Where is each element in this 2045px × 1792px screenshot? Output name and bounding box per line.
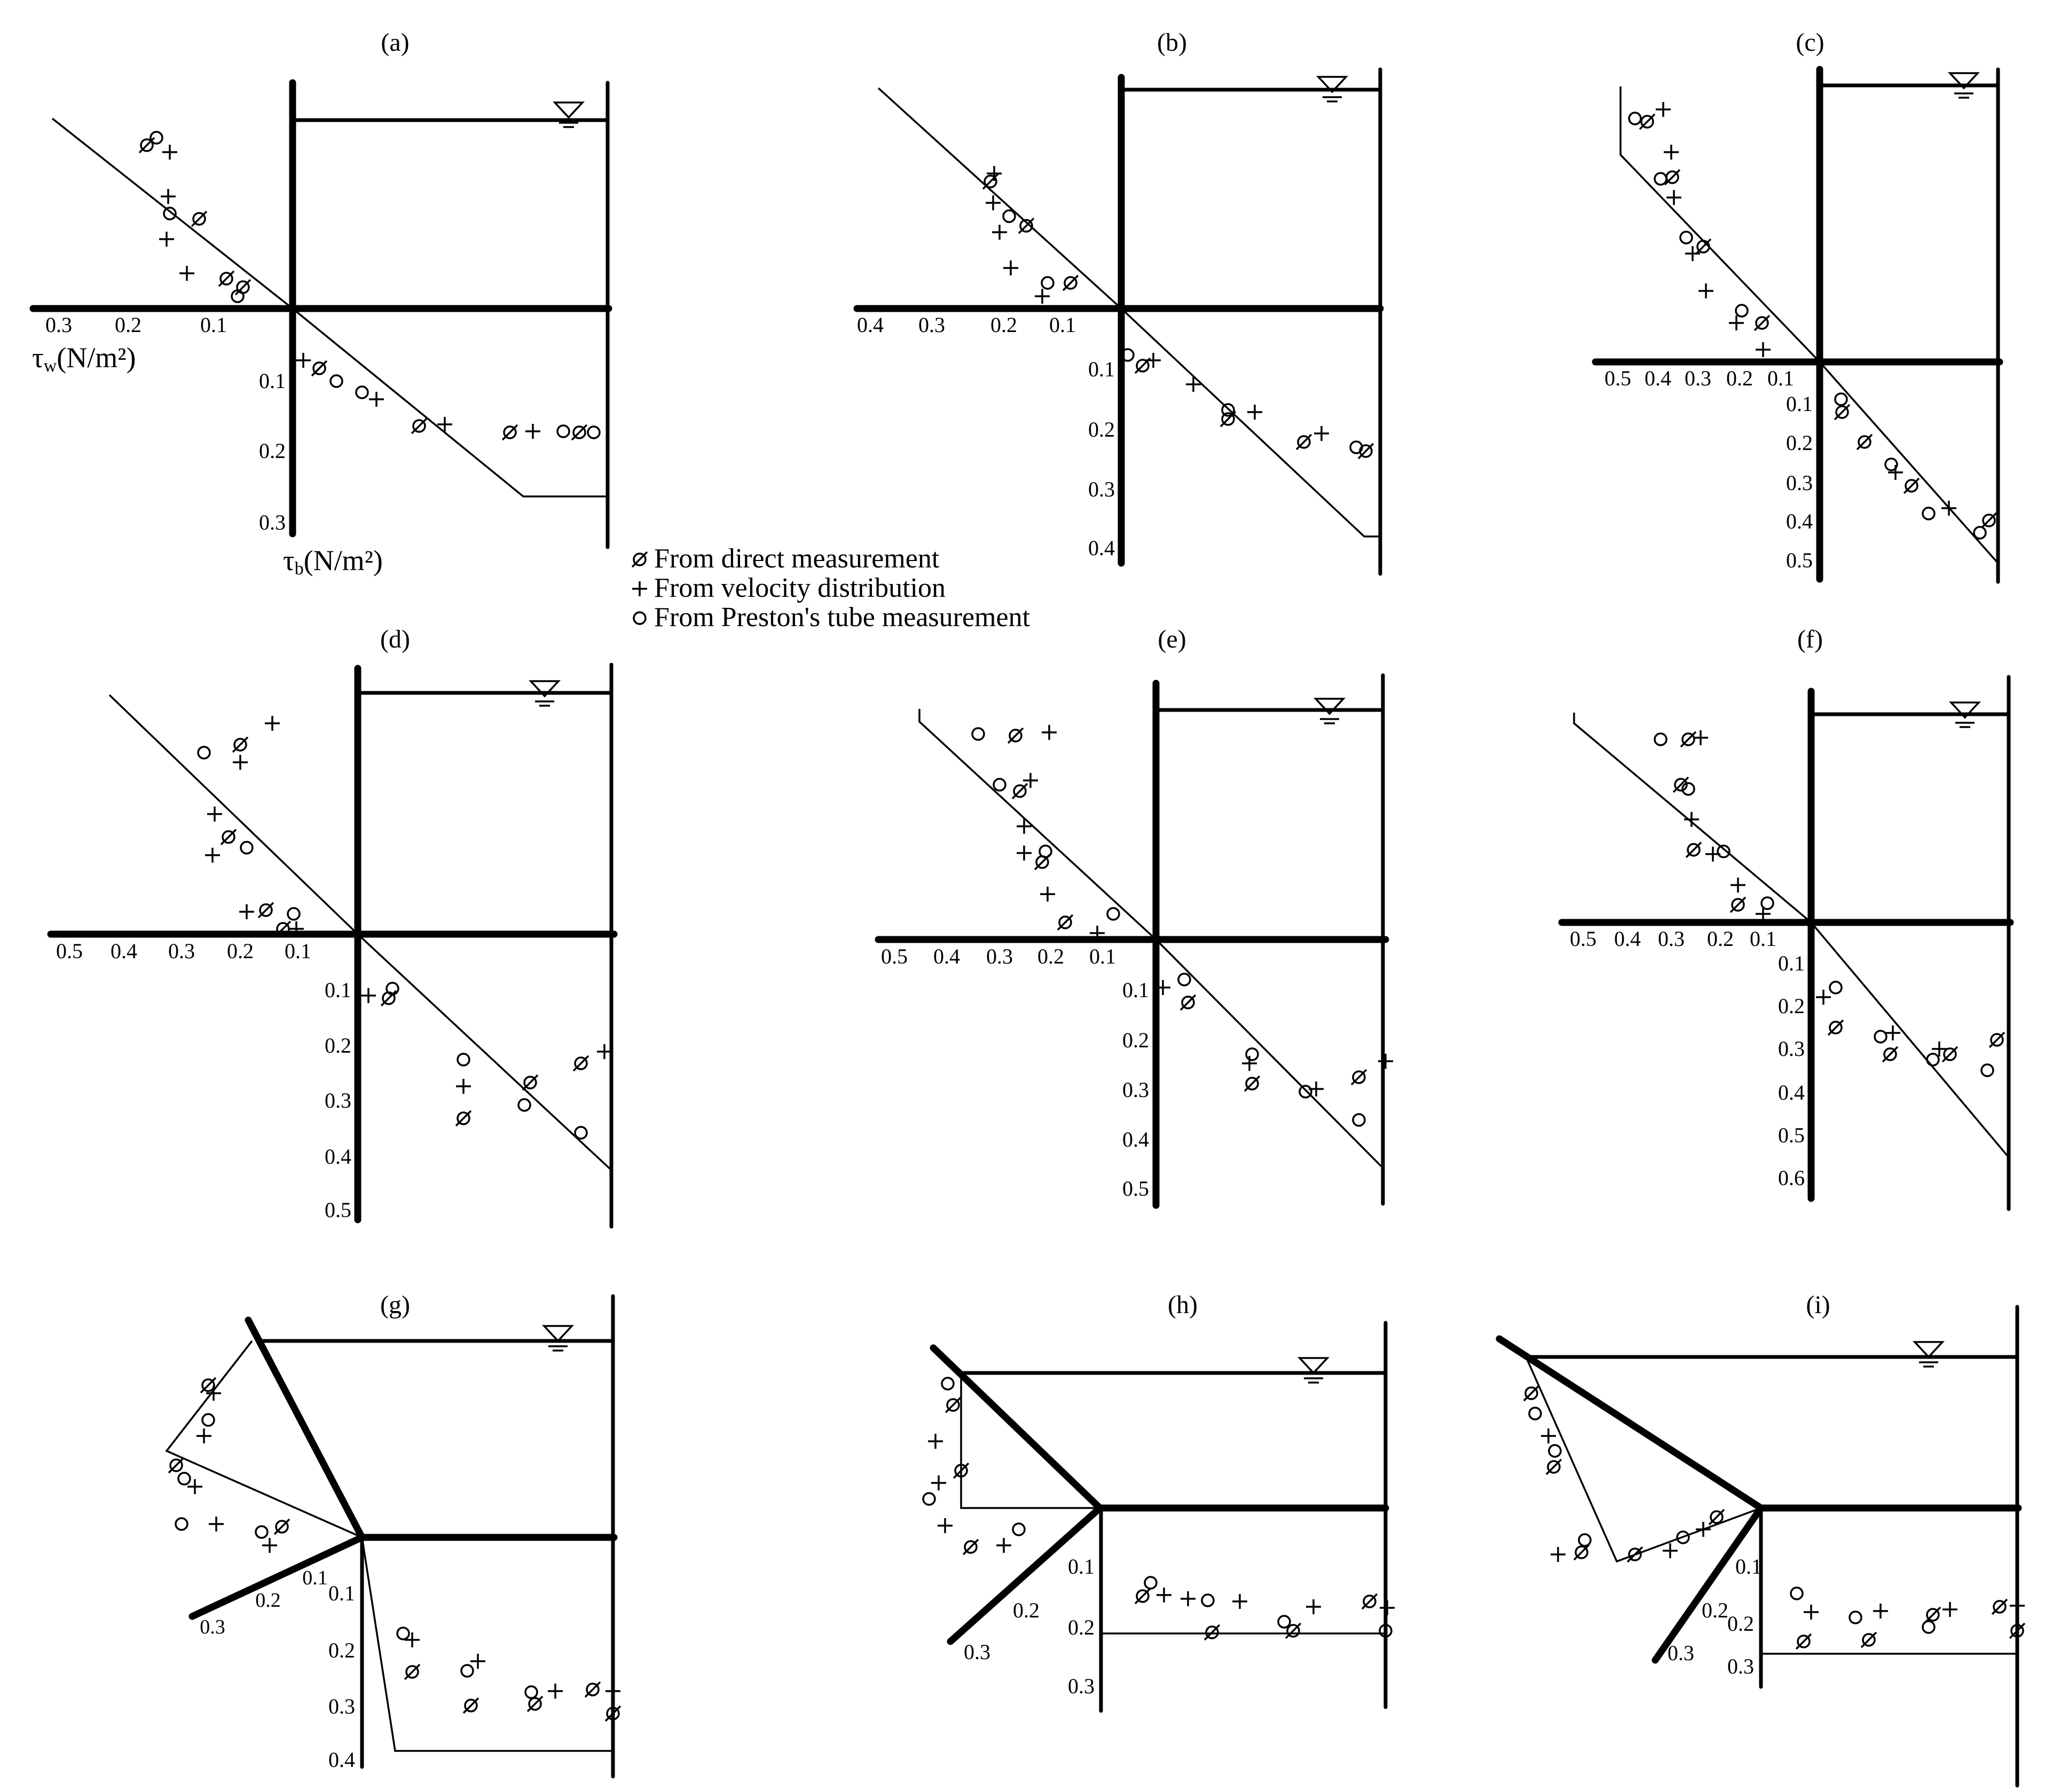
wall-ticks-e <box>881 944 1116 968</box>
svg-text:0.2: 0.2 <box>255 1589 281 1612</box>
bed-ticks-h <box>1068 1554 1095 1698</box>
svg-text:0.3: 0.3 <box>964 1640 990 1664</box>
svg-text:0.3: 0.3 <box>1122 1078 1149 1102</box>
panel-e <box>878 625 1393 1205</box>
data-points-e <box>972 725 1393 1126</box>
svg-text:0.2: 0.2 <box>1778 994 1805 1018</box>
svg-text:0.3: 0.3 <box>259 510 286 534</box>
svg-text:0.2: 0.2 <box>1088 417 1115 441</box>
legend <box>632 543 1031 633</box>
wall-ticks-a <box>45 313 227 337</box>
panel-label-e: (e) <box>1158 625 1186 653</box>
svg-text:0.5: 0.5 <box>1122 1177 1149 1201</box>
panel-d <box>51 625 614 1227</box>
velocity-distribution-icon <box>632 581 647 596</box>
water-surface-icon <box>544 1326 572 1351</box>
panel-b <box>857 28 1380 574</box>
svg-text:0.4: 0.4 <box>328 1748 355 1772</box>
svg-text:0.5: 0.5 <box>1604 366 1631 390</box>
svg-text:0.3: 0.3 <box>986 944 1013 968</box>
svg-text:0.1: 0.1 <box>1122 978 1149 1002</box>
panel-c <box>1595 28 2000 582</box>
svg-text:0.5: 0.5 <box>1778 1123 1805 1147</box>
panel-g <box>167 1291 620 1777</box>
svg-text:0.1: 0.1 <box>302 1567 328 1589</box>
svg-text:0.2: 0.2 <box>1068 1615 1095 1639</box>
svg-text:0.2: 0.2 <box>1013 1598 1040 1622</box>
svg-text:0.3: 0.3 <box>1727 1654 1754 1678</box>
svg-text:0.2: 0.2 <box>990 313 1017 337</box>
svg-text:0.4: 0.4 <box>111 939 137 963</box>
svg-text:0.1: 0.1 <box>1778 951 1805 975</box>
data-points-f <box>1655 730 2004 1076</box>
panel-label-d: (d) <box>380 625 410 653</box>
data-points-a <box>139 132 600 440</box>
svg-text:0.1: 0.1 <box>200 313 227 337</box>
svg-text:0.1: 0.1 <box>259 369 286 393</box>
svg-text:0.2: 0.2 <box>115 313 141 337</box>
bed-ticks-i <box>1727 1612 1754 1678</box>
wall-ticks-c <box>1604 366 1794 390</box>
panel-label-b: (b) <box>1157 28 1187 57</box>
legend-velocity: From velocity distribution <box>654 573 946 603</box>
svg-text:0.2: 0.2 <box>1707 927 1734 951</box>
svg-text:0.2: 0.2 <box>328 1638 355 1662</box>
panel-label-f: (f) <box>1797 625 1823 653</box>
svg-text:0.3: 0.3 <box>328 1694 355 1718</box>
svg-text:0.5: 0.5 <box>325 1198 351 1222</box>
svg-text:0.4: 0.4 <box>325 1144 351 1169</box>
panel-label-h: (h) <box>1168 1291 1198 1319</box>
svg-text:0.1: 0.1 <box>1786 392 1813 416</box>
svg-text:0.1: 0.1 <box>1088 357 1115 381</box>
svg-text:0.3: 0.3 <box>918 313 945 337</box>
svg-text:0.5: 0.5 <box>1786 548 1813 572</box>
tau-w-axis-label: τw(N/m²) <box>32 342 136 376</box>
panel-a <box>32 28 609 579</box>
svg-text:0.1: 0.1 <box>285 939 311 963</box>
svg-text:0.2: 0.2 <box>1702 1598 1728 1622</box>
panel-f <box>1562 625 2010 1209</box>
svg-text:0.3: 0.3 <box>325 1088 351 1112</box>
legend-preston: From Preston's tube measurement <box>654 602 1031 633</box>
svg-text:0.1: 0.1 <box>1089 944 1116 968</box>
wall-ticks-d <box>56 939 311 963</box>
water-surface-icon <box>1300 1358 1327 1383</box>
svg-text:0.1: 0.1 <box>1068 1554 1095 1578</box>
bed-ticks-d <box>325 978 351 1222</box>
svg-text:0.1: 0.1 <box>1767 366 1794 390</box>
svg-text:0.4: 0.4 <box>933 944 960 968</box>
svg-text:0.2: 0.2 <box>1122 1028 1149 1052</box>
panel-label-i: (i) <box>1806 1291 1830 1319</box>
svg-text:0.2: 0.2 <box>227 939 254 963</box>
direct-measurement-icon <box>632 552 647 567</box>
svg-text:0.6: 0.6 <box>1778 1166 1805 1190</box>
data-points-c <box>1629 102 1996 539</box>
panel-label-a: (a) <box>381 28 410 57</box>
svg-text:0.4: 0.4 <box>1122 1127 1149 1151</box>
panel-h <box>923 1291 1395 1711</box>
svg-text:0.3: 0.3 <box>1685 366 1711 390</box>
panel-i <box>1499 1291 2025 1786</box>
svg-text:0.4: 0.4 <box>1786 509 1813 533</box>
data-points-g <box>169 1378 620 1721</box>
bed-ticks-e <box>1122 978 1149 1201</box>
svg-text:0.2: 0.2 <box>325 1033 351 1057</box>
svg-text:0.1: 0.1 <box>1750 927 1776 951</box>
svg-text:0.2: 0.2 <box>1786 431 1813 455</box>
svg-text:0.3: 0.3 <box>1088 477 1115 501</box>
svg-text:0.3: 0.3 <box>200 1616 225 1638</box>
svg-text:0.2: 0.2 <box>1726 366 1753 390</box>
bed-ticks-f <box>1778 951 1805 1190</box>
svg-text:0.3: 0.3 <box>1068 1674 1095 1698</box>
svg-text:0.5: 0.5 <box>881 944 908 968</box>
svg-text:0.5: 0.5 <box>1570 927 1596 951</box>
svg-text:0.5: 0.5 <box>56 939 83 963</box>
data-points-b <box>983 166 1373 459</box>
svg-text:0.3: 0.3 <box>45 313 72 337</box>
preston-tube-icon <box>634 612 646 624</box>
bed-ticks-a <box>259 369 286 534</box>
wall-ticks-f <box>1570 927 1776 951</box>
svg-text:0.1: 0.1 <box>325 978 351 1002</box>
svg-text:0.3: 0.3 <box>1786 471 1813 495</box>
svg-text:0.4: 0.4 <box>1645 366 1671 390</box>
svg-text:0.2: 0.2 <box>1037 944 1064 968</box>
slope-ticks-h <box>964 1598 1040 1664</box>
water-surface-icon <box>1915 1342 1942 1367</box>
svg-text:0.3: 0.3 <box>1658 927 1685 951</box>
tau-b-axis-label: τb(N/m²) <box>283 544 383 579</box>
svg-text:0.4: 0.4 <box>857 313 884 337</box>
bed-ticks-c <box>1786 392 1813 572</box>
legend-direct: From direct measurement <box>654 543 940 574</box>
panel-label-g: (g) <box>380 1291 410 1319</box>
svg-text:0.1: 0.1 <box>1049 313 1076 337</box>
svg-text:0.3: 0.3 <box>168 939 195 963</box>
bed-ticks-g <box>328 1581 355 1772</box>
svg-text:0.1: 0.1 <box>328 1581 355 1605</box>
svg-text:0.4: 0.4 <box>1778 1080 1805 1104</box>
svg-text:0.1: 0.1 <box>1735 1554 1762 1578</box>
svg-text:0.2: 0.2 <box>259 439 286 463</box>
svg-text:0.4: 0.4 <box>1614 927 1641 951</box>
data-points-i <box>1524 1386 2025 1649</box>
panel-label-c: (c) <box>1796 28 1824 57</box>
svg-text:0.4: 0.4 <box>1088 536 1115 560</box>
svg-text:0.3: 0.3 <box>1778 1037 1805 1061</box>
data-points-d <box>198 716 612 1139</box>
wall-ticks-b <box>857 313 1076 337</box>
water-surface-icon <box>555 102 583 127</box>
svg-text:0.3: 0.3 <box>1668 1641 1694 1665</box>
bed-ticks-b <box>1088 357 1115 560</box>
svg-text:0.2: 0.2 <box>1727 1612 1754 1636</box>
